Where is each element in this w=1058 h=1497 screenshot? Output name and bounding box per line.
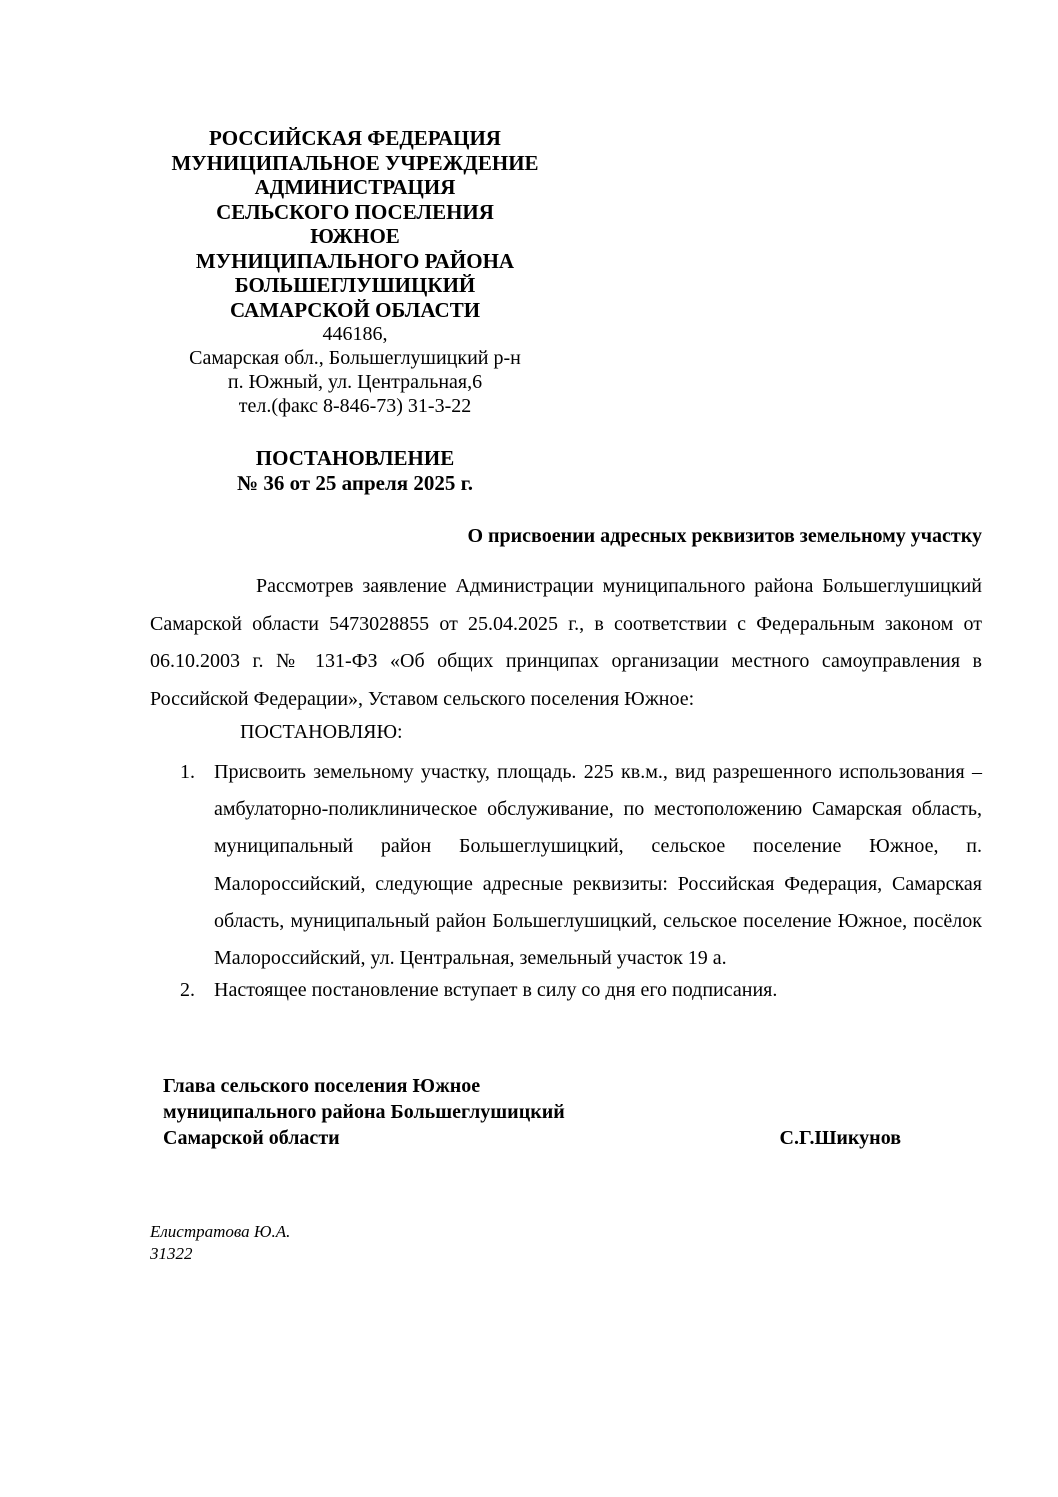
list-item [180,754,982,977]
executor-block [150,1221,290,1265]
letterhead-region: САМАРСКОЙ ОБЛАСТИ [229,297,481,322]
list-item-text: Присвоить земельному участку, площадь. 225 кв.м., вид разрешенного использования – амбулаторно-поликлиническое обслуживание, по местоположению Самарская область, муниципальный район Большеглушицкий, сельское поселение Южное, п. Малороссийский, следующие адресные реквизиты: Российская Федерация, Самарская область, муниципальный район Большеглушицкий, сельское поселение Южное, посёлок Малороссийский, ул. Центральная, земельный участок 19 а. [214,761,982,970]
preamble-paragraph: Рассмотрев заявление Администрации муниципального района Большеглушицкий Самарской области 5473028855 от 25.04.2025 г., в соответствии с Федеральным законом от 06.10.2003 г. № 131-ФЗ «Об общих принципах организации местного самоуправления в Российской Федерации», Уставом сельского поселения Южное: [150,575,982,710]
address-region: Самарская обл., Большеглушицкий р-н [189,347,521,369]
list-item-number: 2. [180,979,195,1001]
postal-code: 446186, [322,323,388,345]
address-street: п. Южный, ул. Центральная,6 [227,371,483,393]
letterhead-settlement-name: ЮЖНОЕ [310,224,400,248]
signatory-position-line: Самарской области [163,1127,340,1149]
letterhead-settlement: СЕЛЬСКОГО ПОСЕЛЕНИЯ [216,199,494,224]
letterhead-district-name: БОЛЬШЕГЛУШИЦКИЙ [234,273,476,297]
decree-heading [150,446,560,496]
phone-fax: тел.(факс 8-846-73) 31-3-22 [238,395,472,417]
decree-subject: О присвоении адресных реквизитов земельному участку [467,525,982,547]
executor-phone: 31322 [150,1244,193,1263]
letterhead-country: РОССИЙСКАЯ ФЕДЕРАЦИЯ [209,126,501,150]
letterhead-institution: МУНИЦИПАЛЬНОЕ УЧРЕЖДЕНИЕ [171,150,539,175]
signature-block [163,1073,903,1151]
decree-number-date: № 36 от 25 апреля 2025 г. [236,471,474,495]
executor-name: Елистратова Ю.А. [150,1222,291,1241]
list-item [180,972,982,1009]
decree-title: ПОСТАНОВЛЕНИЕ [255,446,455,470]
list-item-number: 1. [180,761,195,783]
letterhead [150,126,560,418]
signatory-position-line: муниципального района Большеглушицкий [163,1101,565,1123]
signatory-position-line: Глава сельского поселения Южное [163,1075,481,1097]
letterhead-administration: АДМИНИСТРАЦИЯ [254,175,456,199]
letterhead-district: МУНИЦИПАЛЬНОГО РАЙОНА [195,248,515,273]
signatory-name: С.Г.Шикунов [779,1127,901,1149]
list-item-text: Настоящее постановление вступает в силу со дня его подписания. [214,979,778,1001]
resolve-word: ПОСТАНОВЛЯЮ: [240,721,403,743]
